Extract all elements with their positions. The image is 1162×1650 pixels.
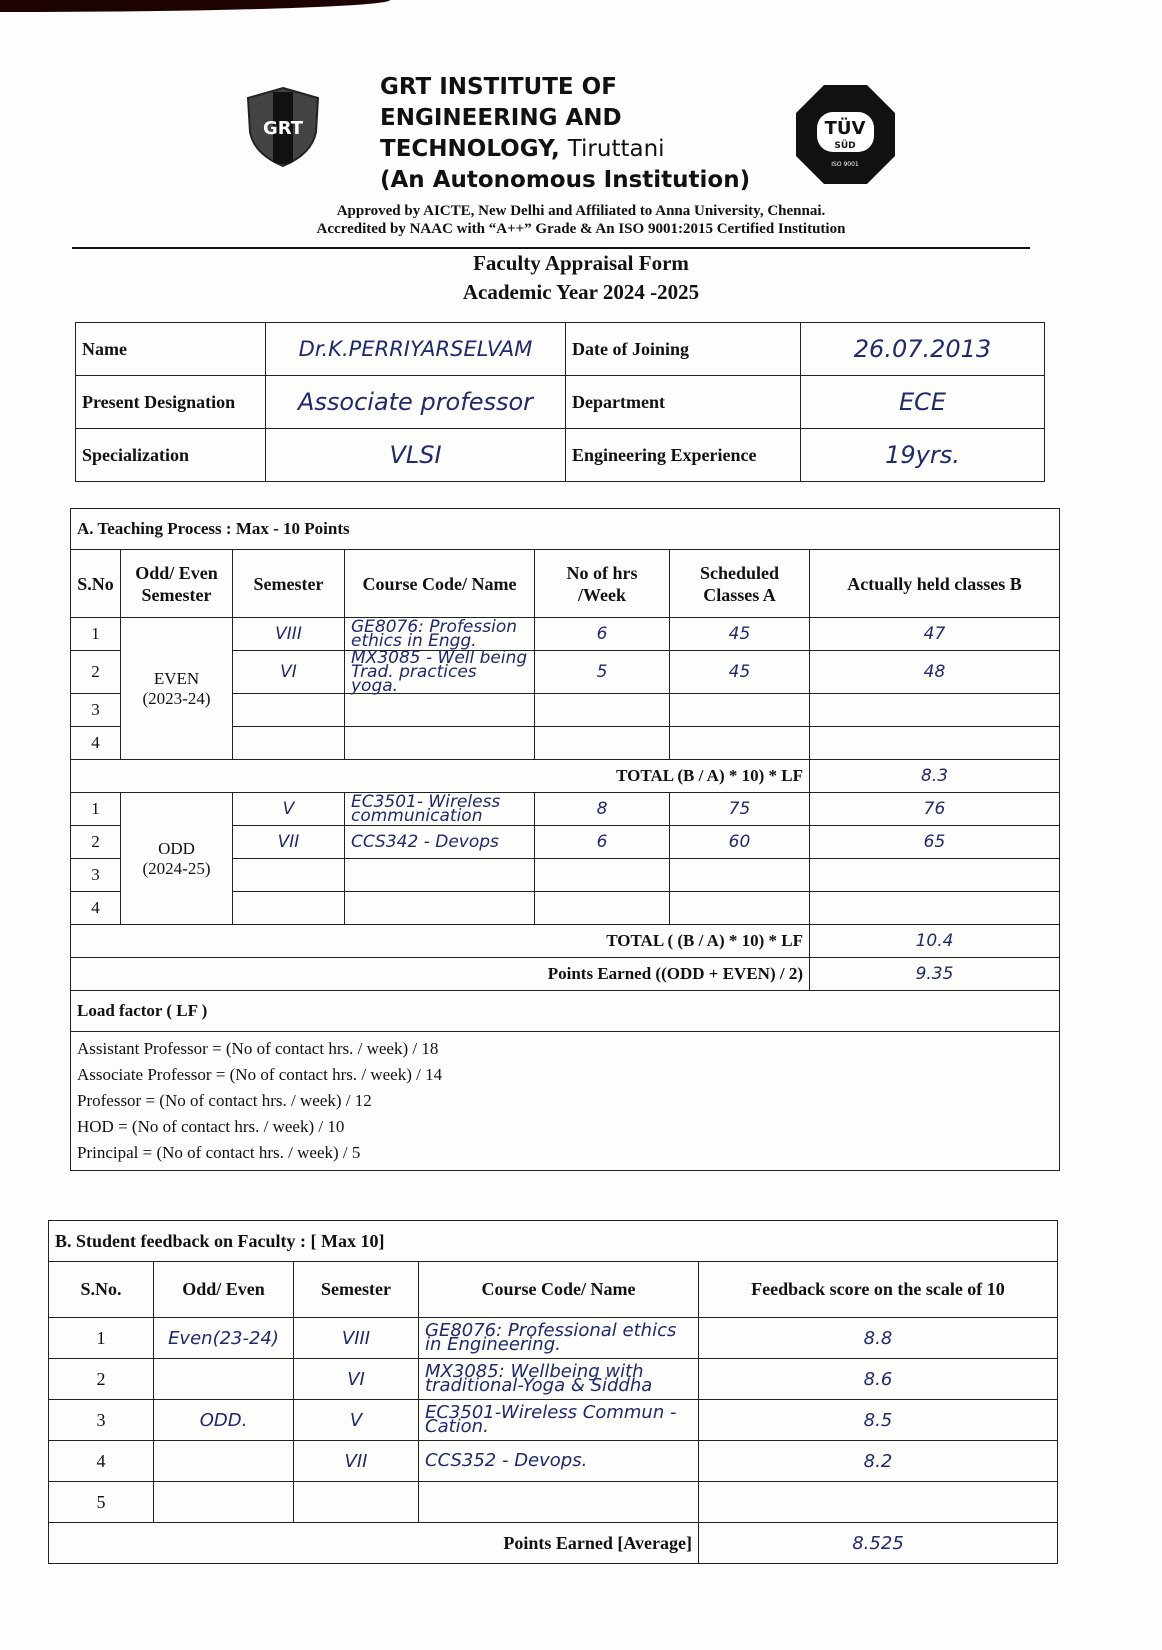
held-cell[interactable] [810, 694, 1060, 727]
title-line-2: ENGINEERING AND [380, 105, 622, 131]
scheduled-cell[interactable] [670, 859, 810, 892]
scheduled-cell[interactable]: 45 [670, 618, 810, 651]
sno-cell: 3 [49, 1400, 154, 1441]
grt-shield-logo-icon [238, 84, 328, 174]
score-cell[interactable] [699, 1482, 1058, 1523]
feedback-points-label: Points Earned [Average] [49, 1523, 699, 1564]
semester-cell[interactable]: VII [294, 1441, 419, 1482]
table-row [49, 1318, 1058, 1359]
sno-cell: 4 [49, 1441, 154, 1482]
odd-total-label: TOTAL ( (B / A) * 10) * LF [71, 925, 810, 958]
institution-title [380, 72, 750, 196]
semester-cell[interactable]: VI [233, 651, 345, 694]
svg-text:GRT: GRT [262, 118, 304, 139]
held-cell[interactable] [810, 859, 1060, 892]
fb-header-semester: Semester [294, 1262, 419, 1318]
odd-even-cell[interactable] [154, 1359, 294, 1400]
even-total-label: TOTAL (B / A) * 10) * LF [71, 760, 810, 793]
held-cell[interactable] [810, 892, 1060, 925]
even-total-value[interactable]: 8.3 [810, 760, 1060, 793]
course-cell[interactable]: EC3501- Wireless communication [345, 793, 535, 826]
semester-cell[interactable]: VIII [233, 618, 345, 651]
semester-cell[interactable] [233, 892, 345, 925]
course-cell[interactable] [345, 727, 535, 760]
hrs-cell[interactable]: 8 [535, 793, 670, 826]
score-cell[interactable]: 8.8 [699, 1318, 1058, 1359]
semester-cell[interactable] [233, 859, 345, 892]
header-course: Course Code/ Name [345, 550, 535, 618]
lf-assistant-professor: Assistant Professor = (No of contact hrs. / week) / 18 [77, 1039, 439, 1058]
lf-principal: Principal = (No of contact hrs. / week) / 5 [77, 1143, 361, 1162]
semester-cell[interactable] [233, 694, 345, 727]
teaching-points-value[interactable]: 9.35 [810, 958, 1060, 991]
hrs-cell[interactable]: 6 [535, 618, 670, 651]
sno-cell: 4 [71, 727, 121, 760]
even-semester-cell [121, 618, 233, 760]
even-year: (2023-24) [142, 688, 211, 708]
lf-professor: Professor = (No of contact hrs. / week) / 12 [77, 1091, 372, 1110]
scheduled-cell[interactable]: 60 [670, 826, 810, 859]
header-semester: Semester [233, 550, 345, 618]
odd-even-cell[interactable] [154, 1482, 294, 1523]
semester-cell[interactable]: VIII [294, 1318, 419, 1359]
title-line-3-bold: TECHNOLOGY, [380, 136, 560, 162]
sno-cell: 1 [71, 793, 121, 826]
hrs-cell[interactable] [535, 694, 670, 727]
svg-text:ISO 9001: ISO 9001 [831, 161, 859, 168]
experience-field[interactable]: 19yrs. [801, 429, 1045, 482]
header-hrs-week: No of hrs /Week [535, 550, 670, 618]
header-odd-even: Odd/ Even Semester [121, 550, 233, 618]
course-cell[interactable]: MX3085: Wellbeing with traditional-Yoga & Siddha [419, 1359, 699, 1400]
course-cell[interactable] [345, 892, 535, 925]
approval-line: Approved by AICTE, New Delhi and Affiliated to Anna University, Chennai. [336, 203, 826, 219]
course-cell[interactable]: EC3501-Wireless Commun -Cation. [419, 1400, 699, 1441]
specialization-field[interactable]: VLSI [266, 429, 566, 482]
lf-associate-professor: Associate Professor = (No of contact hrs. / week) / 14 [77, 1065, 443, 1084]
course-cell[interactable]: GE8076: Professional ethics in Engineering. [419, 1318, 699, 1359]
odd-even-cell[interactable]: ODD. [154, 1400, 294, 1441]
experience-label: Engineering Experience [566, 429, 801, 482]
hrs-cell[interactable]: 5 [535, 651, 670, 694]
fb-header-sno: S.No. [49, 1262, 154, 1318]
odd-total-value[interactable]: 10.4 [810, 925, 1060, 958]
svg-text:SÜD: SÜD [834, 141, 856, 151]
table-row [49, 1400, 1058, 1441]
title-line-1: GRT INSTITUTE OF [380, 74, 617, 100]
load-factor-title: Load factor ( LF ) [71, 991, 1060, 1032]
sno-cell: 2 [71, 826, 121, 859]
course-cell[interactable]: CCS342 - Devops [345, 826, 535, 859]
sno-cell: 5 [49, 1482, 154, 1523]
held-cell[interactable]: 65 [810, 826, 1060, 859]
table-row [49, 1482, 1058, 1523]
course-cell[interactable]: MX3085 - Well being Trad. practices yoga. [345, 651, 535, 694]
sno-cell: 2 [49, 1359, 154, 1400]
semester-cell[interactable]: V [233, 793, 345, 826]
accreditation-line: Accredited by NAAC with “A++” Grade & An ISO 9001:2015 Certified Institution [316, 221, 846, 237]
table-row [71, 793, 1060, 826]
scheduled-cell[interactable] [670, 892, 810, 925]
course-cell[interactable]: GE8076: Profession ethics in Engg. [345, 618, 535, 651]
fb-header-course: Course Code/ Name [419, 1262, 699, 1318]
hrs-cell[interactable] [535, 892, 670, 925]
teaching-points-label: Points Earned ((ODD + EVEN) / 2) [71, 958, 810, 991]
odd-even-cell[interactable] [154, 1441, 294, 1482]
header-held: Actually held classes B [810, 550, 1060, 618]
course-cell[interactable] [345, 859, 535, 892]
fb-header-score: Feedback score on the scale of 10 [699, 1262, 1058, 1318]
hrs-cell[interactable] [535, 859, 670, 892]
semester-cell[interactable] [233, 727, 345, 760]
score-cell[interactable]: 8.6 [699, 1359, 1058, 1400]
faculty-info-table [75, 322, 1045, 482]
institution-status: (An Autonomous Institution) [380, 167, 751, 193]
accreditation-block [0, 202, 1162, 238]
course-cell[interactable] [345, 694, 535, 727]
date-of-joining-field[interactable]: 26.07.2013 [801, 323, 1045, 376]
scheduled-cell[interactable]: 75 [670, 793, 810, 826]
sno-cell: 3 [71, 694, 121, 727]
feedback-points-value[interactable]: 8.525 [699, 1523, 1058, 1564]
svg-text:TÜV: TÜV [824, 118, 866, 139]
teaching-section-title: A. Teaching Process : Max - 10 Points [71, 509, 1060, 550]
date-of-joining-label: Date of Joining [566, 323, 801, 376]
course-cell[interactable] [419, 1482, 699, 1523]
institution-city: Tiruttani [567, 136, 665, 162]
odd-year: (2024-25) [142, 858, 211, 878]
held-cell[interactable]: 76 [810, 793, 1060, 826]
header-scheduled: Scheduled Classes A [670, 550, 810, 618]
score-cell[interactable]: 8.5 [699, 1400, 1058, 1441]
load-factor-rules [71, 1032, 1060, 1171]
semester-cell[interactable] [294, 1482, 419, 1523]
sno-cell: 1 [49, 1318, 154, 1359]
department-field[interactable]: ECE [801, 376, 1045, 429]
sno-cell: 3 [71, 859, 121, 892]
form-title-block [0, 249, 1162, 307]
semester-cell[interactable]: VII [233, 826, 345, 859]
scheduled-cell[interactable] [670, 694, 810, 727]
header-sno: S.No [71, 550, 121, 618]
feedback-section-title: B. Student feedback on Faculty : [ Max 10] [49, 1221, 1058, 1262]
fb-header-odd-even: Odd/ Even [154, 1262, 294, 1318]
designation-label: Present Designation [76, 376, 266, 429]
table-row [71, 618, 1060, 651]
odd-even-cell[interactable]: Even(23-24) [154, 1318, 294, 1359]
letterhead [225, 72, 925, 202]
tuv-sud-certification-icon [793, 82, 898, 187]
table-row [49, 1441, 1058, 1482]
hrs-cell[interactable]: 6 [535, 826, 670, 859]
held-cell[interactable]: 48 [810, 651, 1060, 694]
designation-field[interactable]: Associate professor [266, 376, 566, 429]
sno-cell: 1 [71, 618, 121, 651]
sno-cell: 4 [71, 892, 121, 925]
title-line-3 [380, 134, 750, 165]
hrs-cell[interactable] [535, 727, 670, 760]
teaching-process-table [70, 508, 1060, 1171]
student-feedback-table [48, 1220, 1058, 1564]
even-label: EVEN [153, 668, 200, 688]
name-label: Name [76, 323, 266, 376]
name-field[interactable]: Dr.K.PERRIYARSELVAM [266, 323, 566, 376]
semester-cell[interactable]: VI [294, 1359, 419, 1400]
score-cell[interactable]: 8.2 [699, 1441, 1058, 1482]
form-title: Faculty Appraisal Form [473, 251, 689, 275]
specialization-label: Specialization [76, 429, 266, 482]
table-row [49, 1359, 1058, 1400]
course-cell[interactable]: CCS352 - Devops. [419, 1441, 699, 1482]
odd-semester-cell [121, 793, 233, 925]
lf-hod: HOD = (No of contact hrs. / week) / 10 [77, 1117, 345, 1136]
department-label: Department [566, 376, 801, 429]
scan-edge-shadow [0, 0, 390, 12]
scheduled-cell[interactable]: 45 [670, 651, 810, 694]
semester-cell[interactable]: V [294, 1400, 419, 1441]
held-cell[interactable]: 47 [810, 618, 1060, 651]
scheduled-cell[interactable] [670, 727, 810, 760]
academic-year: Academic Year 2024 -2025 [462, 280, 700, 304]
odd-label: ODD [158, 838, 195, 858]
held-cell[interactable] [810, 727, 1060, 760]
sno-cell: 2 [71, 651, 121, 694]
